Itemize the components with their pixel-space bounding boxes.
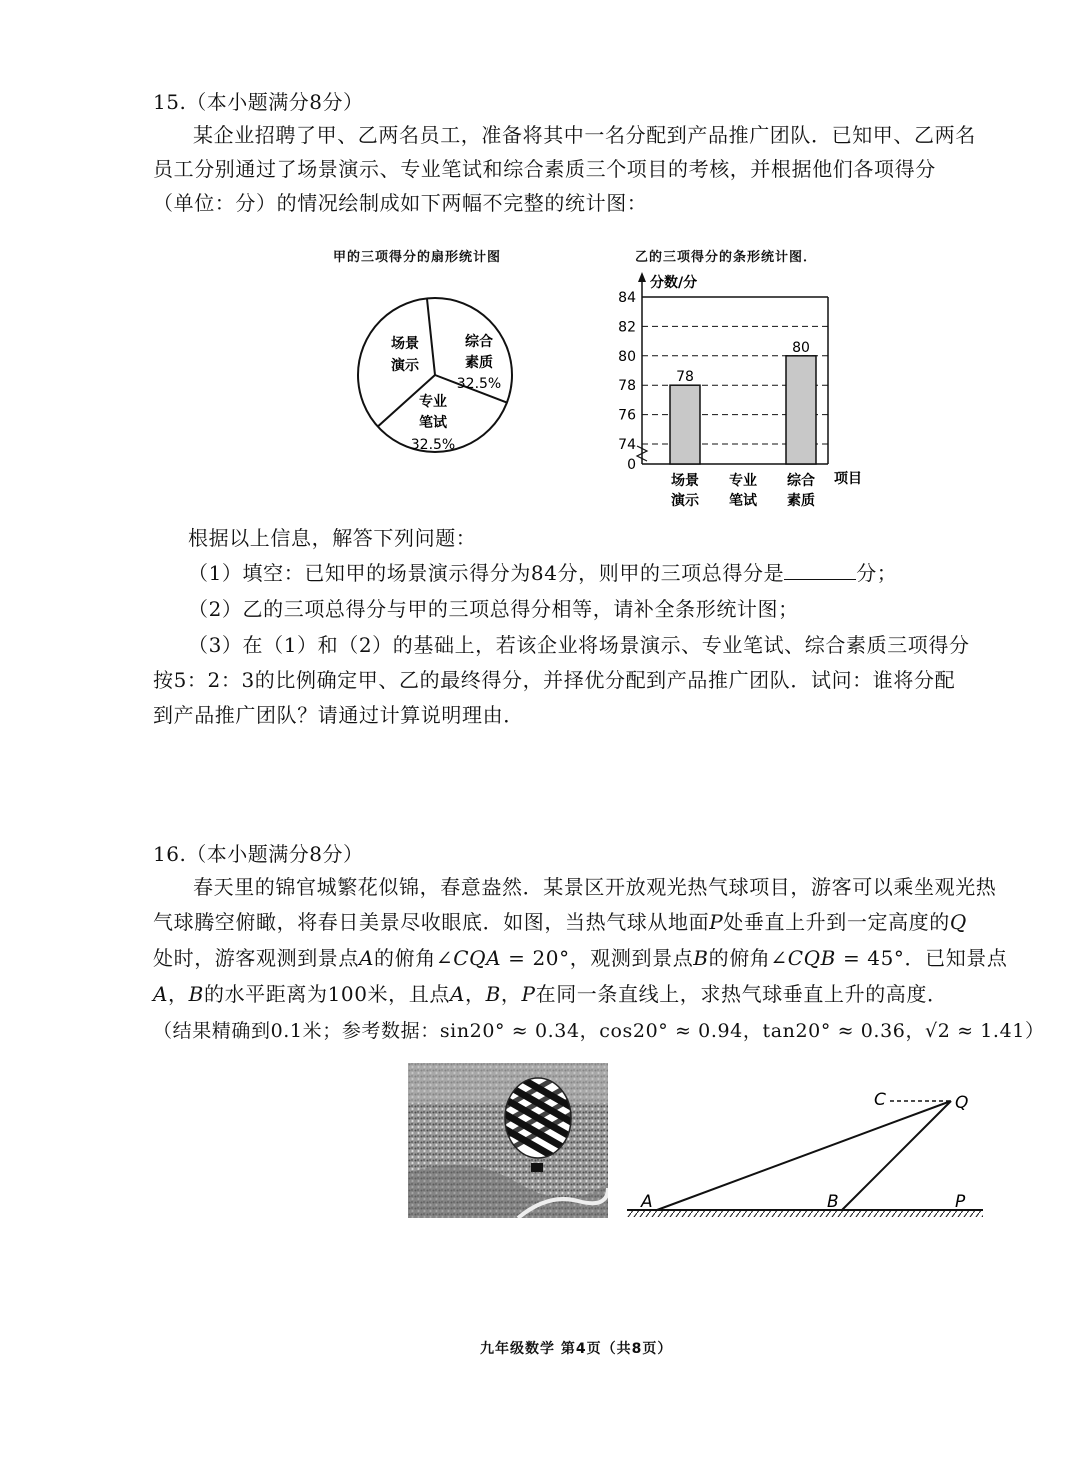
y-tick-74: 74 — [618, 437, 636, 453]
point-B-ref: B — [693, 946, 709, 970]
q16-line2-a: 气球腾空俯瞰，将春日美景尽收眼底．如图，当热气球从地面 — [153, 910, 710, 934]
q16-line3-d: 的俯角∠ — [708, 946, 788, 970]
q16-line3-b: 的俯角∠ — [374, 946, 454, 970]
q15-part1-text: （1）填空：已知甲的场景演示得分为84分，则甲的三项总得分是 — [188, 561, 785, 585]
q15-part3-line2: 按5：2：3的比例确定甲、乙的最终得分，并择优分配到产品推广团队．试问：谁将分配 — [153, 668, 956, 692]
x-label-zhuanye-1: 专业 — [729, 473, 757, 489]
q16-line3 — [153, 941, 1008, 975]
q16-line3-c: = 20°，观测到景点 — [501, 946, 694, 970]
q16-line4 — [153, 977, 948, 1011]
bar-value-zonghe: 80 — [792, 339, 810, 356]
y-tick-0: 0 — [627, 457, 636, 473]
label-C: C — [874, 1090, 886, 1110]
pie-label-zonghe-1: 综合 — [465, 334, 493, 350]
q15-part1-unit: 分； — [856, 561, 898, 585]
bar-y-axis-arrow — [638, 272, 646, 282]
x-label-zonghe-1: 综合 — [787, 473, 815, 489]
balloon-basket — [531, 1163, 543, 1172]
point-A-ref-3: A — [449, 982, 465, 1006]
q15-lead: 根据以上信息，解答下列问题： — [188, 526, 477, 550]
bar-axis-break — [637, 446, 647, 461]
point-P-ref-2: P — [521, 982, 536, 1006]
q16-line4-a: ， — [168, 982, 189, 1006]
x-label-changjing-2: 演示 — [671, 493, 699, 509]
q16-line2-b: 处垂直上升到一定高度的 — [723, 910, 950, 934]
q16-line3-e: = 45°．已知景点 — [835, 946, 1008, 970]
label-P: P — [955, 1192, 966, 1212]
pie-label-zhuanye-2: 笔试 — [419, 415, 447, 431]
pie-label-zonghe-2: 素质 — [465, 355, 493, 371]
q15-intro — [153, 118, 1013, 220]
y-tick-76: 76 — [618, 407, 636, 424]
x-label-zhuanye-2: 笔试 — [729, 493, 757, 509]
y-tick-84: 84 — [618, 290, 636, 306]
point-B-ref-3: B — [485, 982, 501, 1006]
point-B-ref-2: B — [188, 982, 204, 1006]
y-tick-80: 80 — [618, 348, 636, 365]
pie-percent-zhuanye: 32.5% — [410, 437, 456, 453]
bar-value-changjing: 78 — [676, 369, 694, 386]
bar-changjing — [670, 385, 700, 464]
geometry-figure — [625, 1085, 990, 1225]
q16-line4-e: 在同一条直线上，求热气球垂直上升的高度． — [535, 982, 948, 1006]
label-A: A — [641, 1192, 653, 1212]
pie-chart — [345, 285, 530, 465]
ground-hatching — [627, 1210, 983, 1217]
pie-label-changjing-1: 场景 — [391, 336, 419, 352]
q16-line3-a: 处时，游客观测到景点 — [153, 946, 359, 970]
point-Q-ref: Q — [949, 910, 967, 934]
pie-label-changjing-2: 演示 — [391, 358, 419, 374]
y-tick-78: 78 — [618, 378, 636, 395]
pie-percent-zonghe: 32.5% — [456, 376, 502, 392]
q16-line4-d: ， — [500, 982, 522, 1006]
line-AQ — [657, 1101, 951, 1210]
page-footer: 九年级数学 第4页（共8页） — [480, 1341, 673, 1357]
q16-title: 16.（本小题满分8分） — [153, 842, 364, 866]
bar-x-axis-label: 项目 — [834, 471, 862, 487]
q16-line2 — [153, 905, 967, 939]
q15-part1 — [188, 556, 897, 590]
pie-chart-title: 甲的三项得分的扇形统计图 — [333, 250, 502, 265]
q15-part3-line3: 到产品推广团队？请通过计算说明理由． — [153, 703, 524, 727]
q16-line4-c: ， — [465, 982, 486, 1006]
photo-sky — [408, 1063, 608, 1103]
balloon-photo — [408, 1063, 608, 1218]
label-B: B — [827, 1192, 839, 1212]
bar-chart-title: 乙的三项得分的条形统计图． — [635, 250, 818, 265]
bar-chart — [610, 268, 875, 516]
bar-y-axis-label: 分数/分 — [650, 275, 698, 291]
q15-title: 15.（本小题满分8分） — [153, 90, 364, 114]
label-Q: Q — [955, 1093, 969, 1113]
x-label-changjing-1: 场景 — [671, 473, 699, 489]
q16-line5: （结果精确到0.1米；参考数据：sin20° ≈ 0.34，cos20° ≈ 0.94，tan20° ≈ 0.36，√2 ≈ 1.41） — [153, 1020, 1045, 1042]
q16-line1: 春天里的锦官城繁花似锦，春意盎然．某景区开放观光热气球项目，游客可以乘坐观光热 — [193, 875, 997, 899]
q15-part2: （2）乙的三项总得分与甲的三项总得分相等，请补全条形统计图； — [188, 597, 799, 621]
bar-zonghe — [786, 356, 816, 464]
line-BQ — [842, 1101, 951, 1210]
point-A-ref: A — [359, 946, 375, 970]
y-tick-82: 82 — [618, 319, 636, 336]
q16-line4-b: 的水平距离为100米，且点 — [203, 982, 450, 1006]
q15-intro-line3: （单位：分）的情况绘制成如下两幅不完整的统计图： — [153, 191, 648, 215]
q15-intro-line2: 员工分别通过了场景演示、专业笔试和综合素质三个项目的考核，并根据他们各项得分 — [153, 157, 936, 181]
q15-intro-line1: 某企业招聘了甲、乙两名员工，准备将其中一名分配到产品推广团队．已知甲、乙两名 — [193, 123, 976, 147]
q15-part3-line1: （3）在（1）和（2）的基础上，若该企业将场景演示、专业笔试、综合素质三项得分 — [188, 633, 970, 657]
point-A-ref-2: A — [153, 982, 169, 1006]
angle-CQA: CQA — [453, 946, 502, 970]
angle-CQB: CQB — [787, 946, 836, 970]
pie-label-zhuanye-1: 专业 — [419, 394, 447, 410]
answer-blank[interactable] — [784, 561, 856, 580]
x-label-zonghe-2: 素质 — [787, 493, 815, 509]
point-P-ref: P — [709, 910, 724, 934]
